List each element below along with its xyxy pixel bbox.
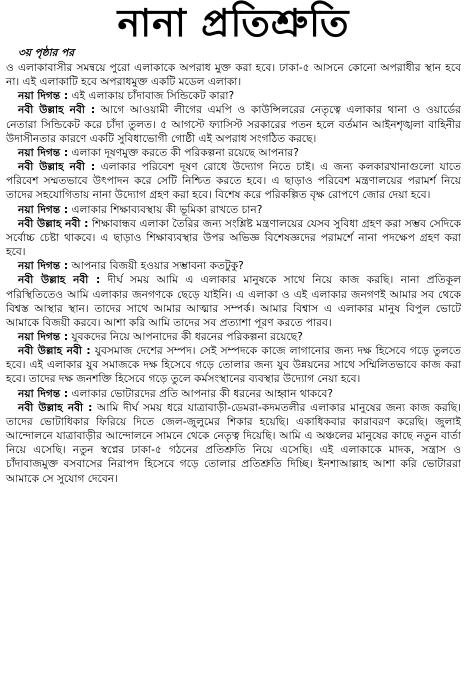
paragraph-text: দীর্ঘ সময় আমি এ এলাকার মানুষকে সাথে নিয়ে কাজ করছি। নানা প্রতিকূল পরিস্থিতিতেও আমি এলাকার জনগণকে ছেড়ে যাইনি। এ এলাকা ও এই এলাকার জনগণই আমার সব থেকে বিশ্বস্ত আস্থার স্থান। তাদের সাথে আমার আত্মার সম্পর্ক। আমার বিশ্বাস এ এলাকার মানুষ বিপুল ভোটে আমাকে বিজয়ী করবে। আশা করি আমি তাদের সব প্রত্যাশা পূরণ করতে পারব। — [6, 274, 461, 329]
interview-answer — [6, 344, 461, 386]
interview-question — [6, 387, 461, 401]
interview-question — [6, 89, 461, 103]
paragraph-text: এলাকার শিক্ষাব্যবস্থায় কী ভূমিকা রাখতে চান? — [71, 203, 263, 216]
paragraph-text: এলাকা দূষণমুক্ত করতে কী পরিকল্পনা রয়েছে আপনার? — [71, 146, 299, 159]
paragraph-text: যুবকদের নিয়ে আপনাদের কী ধরনের পরিকল্পনা রয়েছে? — [71, 330, 303, 343]
interview-answer — [6, 273, 461, 330]
interview-question — [6, 146, 461, 160]
interview-answer — [6, 160, 461, 202]
speaker-label: নবী উল্লাহ নবী : — [18, 345, 91, 358]
paragraph-text: আমি দীর্ঘ সময় ধরে যাত্রাবাড়ী-ডেমরা-কদমতলীর এলাকার মানুষের জন্য কাজ করছি। তাদের ভোটাধিকার ফিরিয়ে দিতে জেল-জুলুমের শিকার হয়েছি। একাধিকবার কারাবরণ করেছি। জুলাই আন্দোলনে যাত্রাবাড়ীর আন্দোলনে সামনে থেকে নেতৃত্ব দিয়েছি। আমি এ অঞ্চলের মানুষের কাছে নতুন বার্তা নিয়ে এসেছি। নতুন স্বপ্নের ঢাকা-৫ গঠনের প্রতিশ্রুতি নিয়ে এসেছি। এই এলাকাকে মাদক, সন্ত্রাস ও চাঁদাবাজমুক্ত বসবাসের নিরাপদ হিসেবে গড়ে তোলার প্রতিশ্রুতি দিচ্ছি। ইনশাআল্লাহ আশা করি ভোটাররা আমাকে সে সুযোগ দেবেন। — [6, 401, 462, 485]
paragraph-text: এলাকার পরিবেশ দূষণ রোধে উদ্যোগ নিতে চাই। এ জন্য কলকারখানাগুলো যাতে পরিবেশ সম্মতভাবে উৎপাদন করে সেটি নিশ্চিত করতে হবে। এ ছাড়াও পরিবেশ মন্ত্রণালয়ের পরামর্শ নিয়ে তাদের সহযোগিতায় নানা উদ্যোগ গ্রহণ করা হবে। বিশেষ করে পরিকল্পিত বৃক্ষ রোপণে জোর দেয়া হবে। — [6, 161, 462, 202]
speaker-label: নয়া দিগন্ত : — [18, 90, 69, 103]
continued-from-label: ৩য় পৃষ্ঠার পর — [18, 47, 75, 59]
speaker-label: নয়া দিগন্ত : — [18, 203, 69, 216]
interview-question — [6, 330, 461, 344]
speaker-label: নয়া দিগন্ত : — [18, 387, 69, 400]
paragraph-text: আপনার বিজয়ী হওয়ার সম্ভাবনা কতটুকু? — [71, 260, 244, 273]
headline: নানা প্রতিশ্রুতি — [117, 1, 350, 45]
paragraph-text: ও এলাকাবাসীর সমন্বয়ে পুরো এলাকাকে অপরাধ মুক্ত করা হবে। ঢাকা-৫ আসনে কোনো অপরাধীর স্থান হবে না। এই এলাকাটি হবে অপরাধমুক্ত একটি মডেল এলাকা। — [6, 62, 461, 89]
interview-answer — [6, 217, 461, 259]
paragraph-text: যুবসমাজ দেশের সম্পদ। সেই সম্পদকে কাজে লাগানোর জন্য দক্ষ হিসেবে গড়ে তুলতে হবে। এই এলাকার যুব সমাজকে দক্ষ হিসেবে গড়ে তোলার জন্য যুব উন্নয়নের সাথে সম্মিলিতভাবে কাজ করা হবে। তাদের দক্ষ জনশক্তি হিসেবে গড়ে তুলে কর্মসংস্থানের ব্যবস্থার উদ্যোগ নেয়া হবে। — [6, 345, 461, 386]
speaker-label: নবী উল্লাহ নবী : — [18, 161, 96, 174]
newspaper-clipping — [0, 2, 467, 700]
paragraph-text: শিক্ষাবান্ধব এলাকা তৈরির জন্য সংশ্লিষ্ট মন্ত্রণালয়ের যেসব সুবিধা গ্রহণ করা সম্ভব সেদিকে সর্বোচ্চ চেষ্টা থাকবে। এ ছাড়াও শিক্ষাব্যবস্থার উপর অভিজ্ঞ বিশেষজ্ঞদের পরামর্শে নানা পদক্ষেপ গ্রহণ করা হবে। — [6, 217, 461, 259]
interview-question — [6, 203, 461, 217]
interview-question — [6, 259, 461, 273]
article-body — [6, 61, 461, 486]
interview-answer — [6, 401, 461, 486]
paragraph-text: এই এলাকায় চাঁদাবাজ সিন্ডিকেট কারা? — [71, 90, 235, 103]
speaker-label: নয়া দিগন্ত : — [18, 260, 69, 273]
body-paragraph — [6, 61, 461, 89]
speaker-label: নবী উল্লাহ নবী : — [18, 104, 96, 117]
paragraph-text: এলাকার ভোটারদের প্রতি আপনার কী ধরনের আহ্বান থাকবে? — [71, 387, 333, 400]
paragraph-text: আগে আওয়ামী লীগের এমপি ও কাউন্সিলরের নেতৃত্বে এলাকার থানা ও ওয়ার্ডের নেতারা সিন্ডিকেট করে চাঁদা তুলত। ৫ আগস্টে ফ্যাসিস্ট সরকারের পতন হলে বর্তমান আইনশৃঙ্খলা বাহিনীর উদাসীনতার কারণে একটি সুবিধাভোগী গোষ্ঠী এই অপরাধ সংগঠিত করছে। — [6, 104, 461, 145]
speaker-label: নয়া দিগন্ত : — [18, 146, 69, 159]
speaker-label: নবী উল্লাহ নবী : — [18, 217, 89, 230]
interview-answer — [6, 103, 461, 145]
speaker-label: নবী উল্লাহ নবী : — [18, 274, 101, 287]
speaker-label: নবী উল্লাহ নবী : — [18, 401, 93, 414]
speaker-label: নয়া দিগন্ত : — [18, 330, 69, 343]
